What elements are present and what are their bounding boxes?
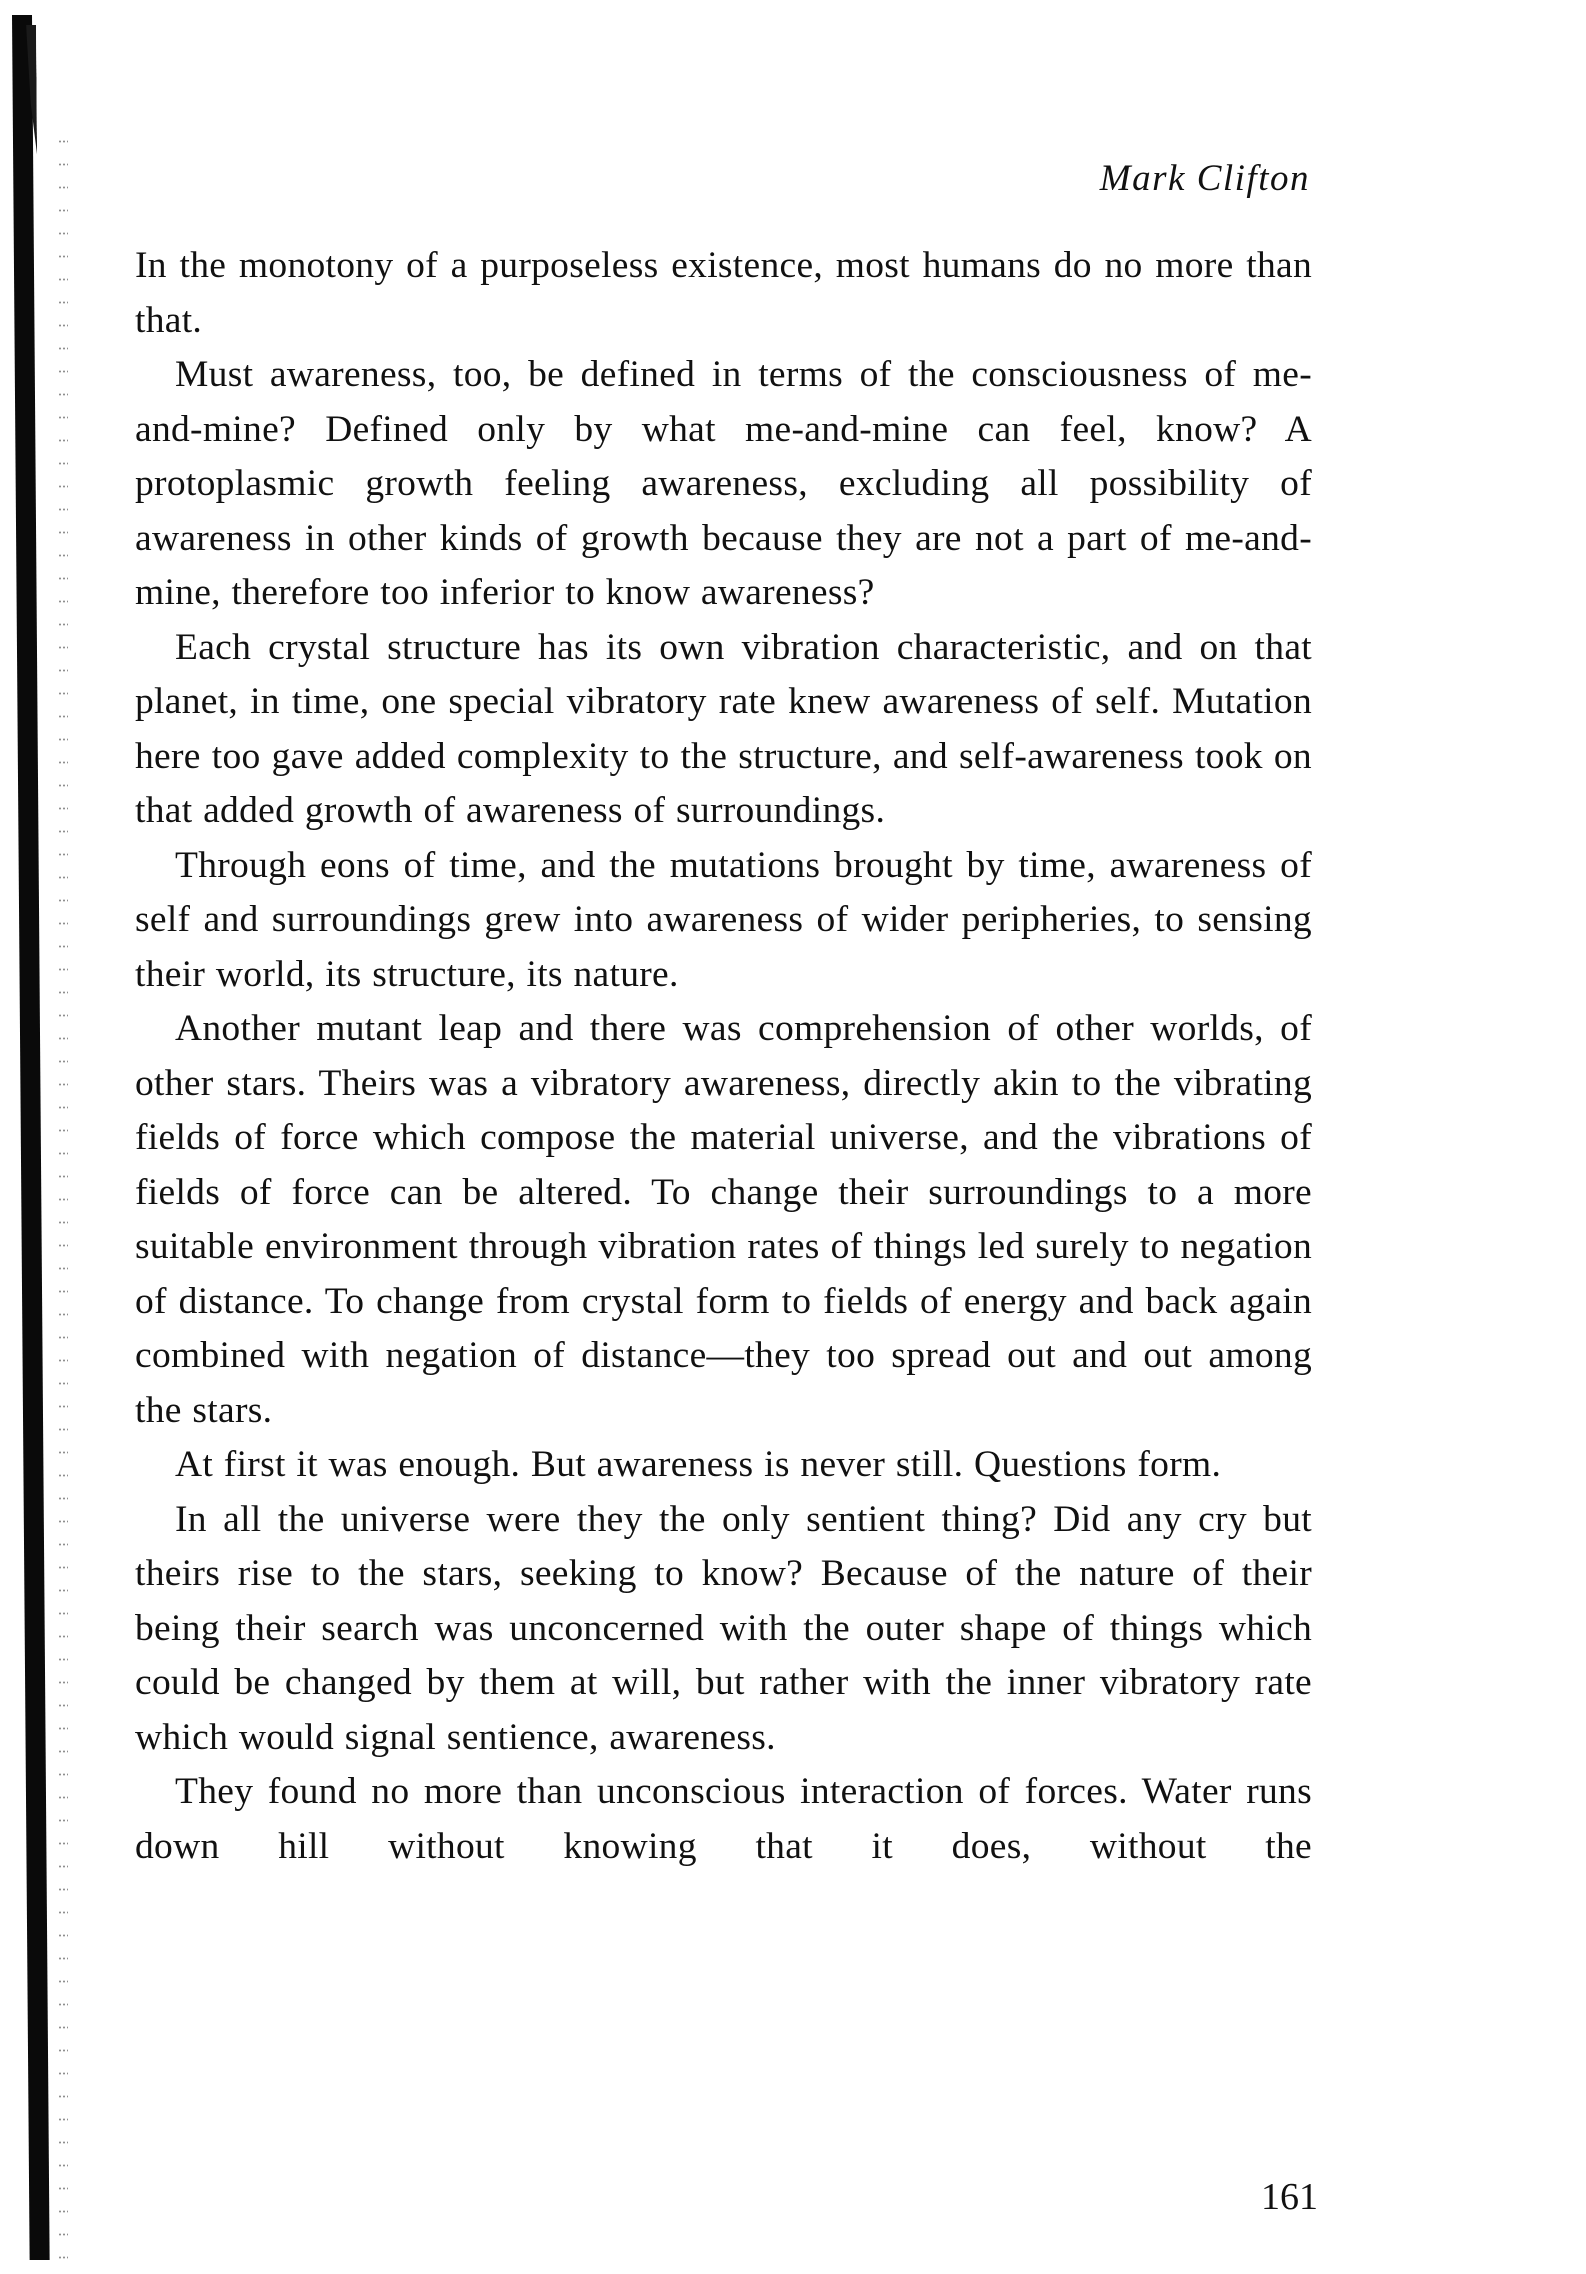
body-text bbox=[135, 239, 1312, 1874]
running-head-author: Mark Clifton bbox=[1099, 158, 1310, 199]
paragraph: Through eons of time, and the mutations brought by time, awareness of self and surroundings grew into awareness of wider peripheries, to sensing their world, its structure, its nature. bbox=[135, 844, 1312, 995]
paragraph: At first it was enough. But awareness is never still. Questions form. bbox=[175, 1444, 1222, 1485]
paragraph: In all the universe were they the only sentient thing? Did any cry but theirs rise to the stars, seeking to know? Because of the nature of their being their search was unconcerned with the outer shape of things which could be changed by them at will, but rather with the inner vibratory rate which would signal sentience, awareness. bbox=[135, 1498, 1312, 1758]
paragraph: Another mutant leap and there was comprehension of other worlds, of other stars. Theirs was a vibratory awareness, directly akin to the vibrating fields of force which compose the material universe, and the vibrations of fields of force can be altered. To change their surroundings to a more suitable environment through vibration rates of things led surely to negation of distance. To change from crystal form to fields of energy and back again combined with negation of distance—they too spread out and out among the stars. bbox=[135, 1008, 1312, 1431]
paragraph: In the monotony of a purposeless existence, most humans do no more than that. bbox=[135, 245, 1312, 341]
page-number: 161 bbox=[1261, 2176, 1318, 2218]
scan-speckle-artifacts bbox=[58, 130, 68, 2260]
scan-binding-edge bbox=[12, 15, 50, 2260]
paragraph: Must awareness, too, be defined in terms of the consciousness of me-and-mine? Defined only by what me-and-mine can feel, know? A protoplasmic growth feeling awareness, excluding all possibility of awareness in other kinds of growth because they are not a part of me-and-mine, therefore too inferior to know awareness? bbox=[135, 354, 1312, 613]
paragraph: Each crystal structure has its own vibration characteristic, and on that planet, in time, one special vibratory rate knew awareness of self. Mutation here too gave added complexity to the structure, and self-awareness took on that added growth of awareness of surroundings. bbox=[135, 626, 1312, 831]
paragraph: They found no more than unconscious interaction of forces. Water runs down hill without knowing that it does, without the bbox=[135, 1771, 1312, 1867]
